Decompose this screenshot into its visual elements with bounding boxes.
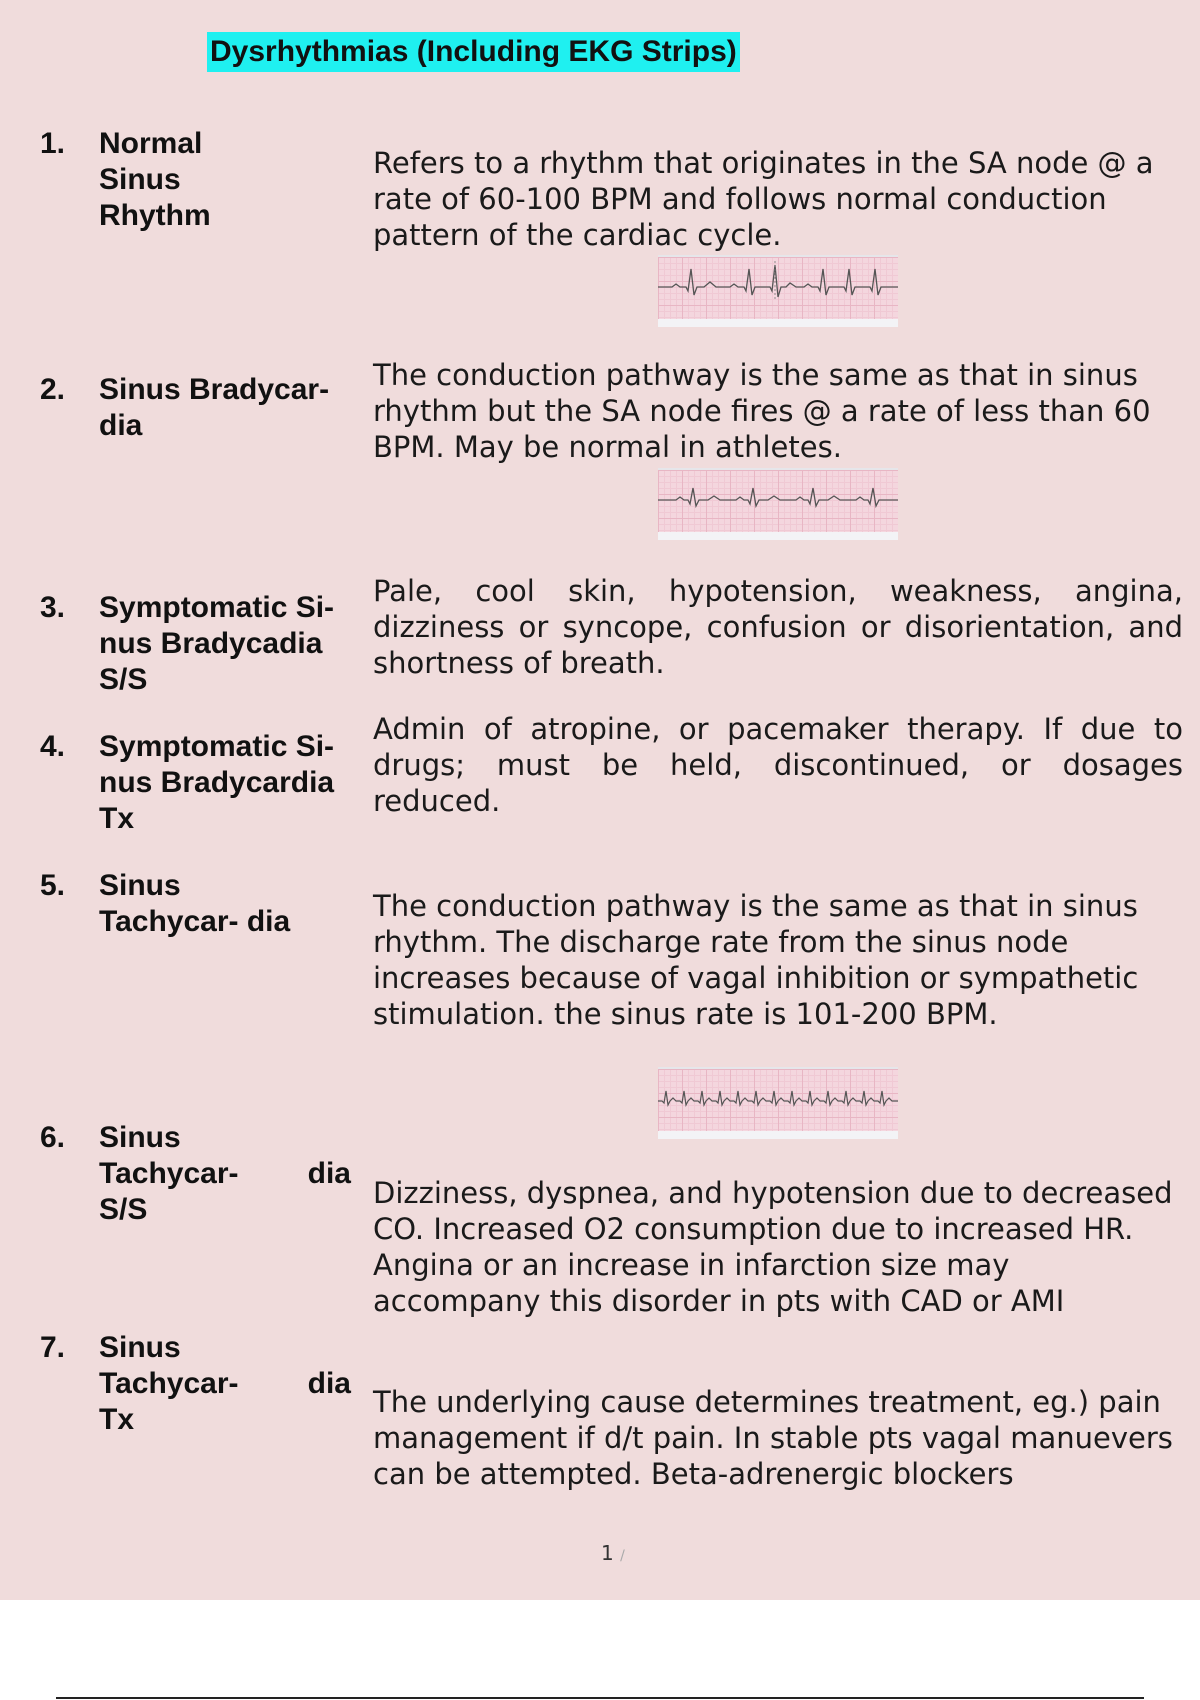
item-number: 3. [40, 591, 66, 624]
item-description: The conduction pathway is the same as that in sinus rhythm. The discharge rate from the sinus node increases because of vagal inhibition or sympathetic stimulation. the sinus rate is 101-200 BPM. [373, 889, 1139, 1031]
item-number: 2. [40, 373, 66, 406]
item-description: Admin of atropine, or pacemaker therapy. If due to drugs; must be held, discontinued, or dosages reduced. [373, 712, 1183, 818]
footer-rule [56, 1697, 1144, 1699]
item-term: Sinus Tachycar- dia Tx [99, 1331, 351, 1436]
item-term: Sinus Tachycar- dia S/S [99, 1121, 351, 1226]
ekg-strip-normal-sinus [658, 255, 898, 327]
item-number: 1. [40, 127, 66, 160]
item-term: Symptomatic Si- nus Bradycadia S/S [99, 591, 335, 696]
item-description: Pale, cool skin, hypotension, weakness, angina, dizziness or syncope, confusion or disorientation, and shortness of breath. [373, 574, 1183, 680]
ekg-trace [658, 1069, 898, 1131]
item-term: Sinus Bradycar- dia [99, 373, 330, 442]
item-description: The underlying cause determines treatment, eg.) pain management if d/t pain. In stable pts vagal manuevers can be attempted. Beta-adrenergic blockers [373, 1385, 1173, 1491]
ekg-trace [658, 257, 898, 319]
ekg-strip-sinus-tachycardia [658, 1067, 898, 1139]
page-title: Dysrhythmias (Including EKG Strips) [207, 32, 740, 72]
item-number: 5. [40, 869, 66, 902]
item-number: 6. [40, 1121, 66, 1154]
item-term: Normal Sinus Rhythm [99, 127, 211, 232]
item-term: Sinus Tachycar- dia [99, 869, 291, 938]
item-number: 4. [40, 730, 66, 763]
item-description: The conduction pathway is the same as that in sinus rhythm but the SA node fires @ a rate of less than 60 BPM. May be normal in athletes. [373, 358, 1151, 464]
item-term: Symptomatic Si- nus Bradycardia Tx [99, 730, 335, 835]
item-description: Refers to a rhythm that originates in the SA node @ a rate of 60-100 BPM and follows normal conduction pattern of the cardiac cycle. [373, 146, 1154, 252]
ekg-trace [658, 470, 898, 532]
ekg-strip-sinus-bradycardia [658, 468, 898, 540]
item-description: Dizziness, dyspnea, and hypotension due to decreased CO. Increased O2 consumption due to increased HR. Angina or an increase in infarction size may accompany this disorder in pts with CAD or AMI [373, 1176, 1173, 1318]
page-number: 1 / [601, 1541, 625, 1565]
item-number: 7. [40, 1331, 66, 1364]
